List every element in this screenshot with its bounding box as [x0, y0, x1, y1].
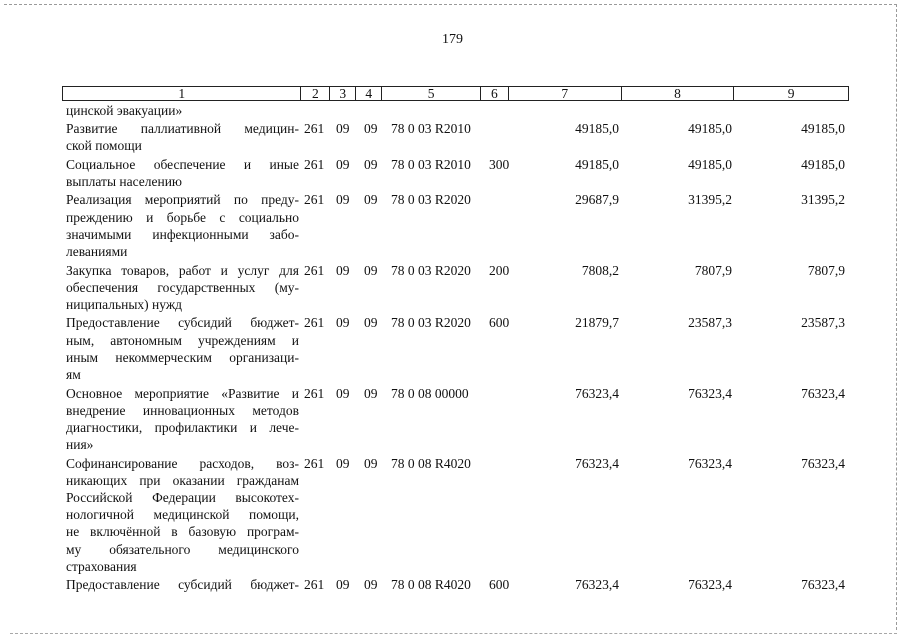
- table-row: [0, 156, 905, 190]
- cell-col-7: 49185,0: [575, 121, 619, 136]
- description-line: Социальное обеспечение и иные: [66, 156, 299, 172]
- description-line: Софинансирование расходов, воз-: [66, 455, 299, 471]
- description-line: не включённой в базовую програм-: [66, 524, 299, 540]
- cell-col-7: 29687,9: [575, 192, 619, 208]
- header-col-5: 5: [382, 87, 481, 100]
- cell-col-2: 261: [304, 262, 325, 278]
- row-description: [66, 262, 299, 314]
- continuation-text: цинской эвакуации»: [66, 103, 183, 118]
- description-line: ния»: [66, 437, 94, 453]
- cell-col-5: 78 0 08 00000: [391, 385, 469, 401]
- description-line: Реализация мероприятий по преду-: [66, 192, 299, 208]
- cell-col-7: 76323,4: [575, 455, 619, 471]
- table-row: [0, 314, 905, 383]
- cell-col-3: 09: [336, 121, 350, 136]
- description-line: ниципальных) нужд: [66, 296, 183, 312]
- description-line: обеспечения государственных (му-: [66, 279, 299, 295]
- cell-col-3: 09: [336, 262, 350, 278]
- cell-col-6: 200: [489, 262, 510, 278]
- cell-col-3: 09: [336, 455, 350, 471]
- cell-col-5: 78 0 03 R2010: [391, 121, 471, 136]
- cell-col-8: 7807,9: [694, 262, 732, 278]
- cell-col-8: 23587,3: [688, 315, 732, 331]
- cell-col-4: 09: [364, 577, 378, 593]
- table-row: [0, 385, 905, 454]
- row-description: [66, 156, 299, 190]
- cell-col-2: 261: [304, 192, 325, 208]
- cell-col-9: 76323,4: [801, 577, 845, 593]
- header-col-1: 1: [63, 87, 301, 100]
- cell-col-3: 09: [336, 577, 350, 593]
- row-description: [66, 314, 299, 383]
- description-line: внедрение инновационных методов: [66, 402, 299, 418]
- cell-col-2: 261: [304, 315, 325, 331]
- cell-col-5: 78 0 03 R2020: [391, 315, 471, 331]
- cell-col-3: 09: [336, 315, 350, 331]
- row-description: [66, 455, 299, 575]
- cell-col-7: 21879,7: [575, 315, 619, 331]
- cell-col-9: 23587,3: [801, 315, 845, 331]
- cell-col-4: 09: [364, 262, 378, 278]
- cell-col-4: 09: [364, 121, 378, 136]
- table-row: [0, 455, 905, 575]
- description-line: выплаты населению: [66, 173, 183, 189]
- cell-col-7: 76323,4: [575, 385, 619, 401]
- description-line: преждению и борьбе с социально: [66, 209, 299, 225]
- table-row: [0, 120, 905, 154]
- cell-col-9: 49185,0: [801, 121, 845, 136]
- description-line: му обязательного медицинского: [66, 541, 299, 557]
- description-line: Предоставление субсидий бюджет-: [66, 577, 299, 593]
- header-col-6: 6: [481, 87, 509, 100]
- description-line: иным некоммерческим организаци-: [66, 349, 299, 365]
- cell-col-2: 261: [304, 455, 325, 471]
- cell-col-3: 09: [336, 156, 350, 172]
- row-description: [66, 576, 299, 593]
- table-row: [0, 191, 905, 260]
- description-line: ской помощи: [66, 138, 142, 154]
- cell-col-8: 31395,2: [688, 192, 732, 208]
- header-col-8: 8: [622, 87, 735, 100]
- cell-col-9: 49185,0: [801, 156, 845, 172]
- cell-col-5: 78 0 08 R4020: [391, 577, 471, 593]
- cell-col-2: 261: [304, 577, 325, 593]
- cell-col-8: 49185,0: [688, 121, 732, 136]
- table-header-row: [62, 86, 849, 101]
- description-line: ным, автономным учреждениям и: [66, 332, 299, 348]
- description-line: леваниями: [66, 244, 128, 259]
- cell-col-5: 78 0 03 R2020: [391, 262, 471, 278]
- cell-col-3: 09: [336, 192, 350, 208]
- description-line: Российской Федерации высокотех-: [66, 490, 299, 505]
- cell-col-8: 76323,4: [688, 577, 732, 593]
- cell-col-4: 09: [364, 455, 378, 471]
- cell-col-4: 09: [364, 315, 378, 331]
- page-number: 179: [442, 32, 463, 47]
- cell-col-7: 76323,4: [575, 577, 619, 593]
- description-line: диагностики, профилактики и лече-: [66, 419, 299, 435]
- description-line: Закупка товаров, работ и услуг для: [66, 262, 299, 278]
- description-line: страхования: [66, 558, 137, 574]
- cell-col-4: 09: [364, 192, 378, 208]
- cell-col-5: 78 0 03 R2020: [391, 192, 471, 208]
- cell-col-2: 261: [304, 121, 325, 136]
- cell-col-5: 78 0 08 R4020: [391, 455, 471, 471]
- table-row: [0, 262, 905, 314]
- cell-col-6: 600: [489, 577, 510, 593]
- header-col-9: 9: [787, 86, 795, 101]
- cell-col-5: 78 0 03 R2010: [391, 156, 471, 172]
- cell-col-3: 09: [336, 385, 350, 401]
- header-col-3: 3: [330, 87, 356, 100]
- description-line: Предоставление субсидий бюджет-: [66, 315, 299, 331]
- page-bottom-edge: [10, 633, 897, 634]
- table-row: [0, 576, 905, 593]
- cell-col-7: 49185,0: [575, 156, 619, 172]
- header-col-2: 2: [301, 87, 330, 100]
- description-line: нологичной медицинской помощи,: [66, 507, 299, 523]
- cell-col-6: 600: [489, 315, 510, 331]
- description-line: Основное мероприятие «Развитие и: [66, 385, 299, 401]
- cell-col-4: 09: [364, 156, 378, 172]
- cell-col-9: 7807,9: [807, 262, 845, 278]
- cell-col-6: 300: [489, 156, 510, 172]
- cell-col-8: 76323,4: [688, 455, 732, 471]
- cell-col-4: 09: [364, 385, 378, 401]
- row-description: [66, 191, 299, 260]
- row-description: [66, 120, 299, 154]
- cell-col-7: 7808,2: [581, 262, 619, 278]
- header-col-7: 7: [509, 87, 622, 100]
- cell-col-8: 49185,0: [688, 156, 732, 172]
- description-line: Развитие паллиативной медицин-: [66, 121, 299, 136]
- cell-col-2: 261: [304, 156, 325, 172]
- cell-col-9: 76323,4: [801, 385, 845, 401]
- row-description: [66, 385, 299, 454]
- cell-col-8: 76323,4: [688, 385, 732, 401]
- cell-col-2: 261: [304, 385, 325, 401]
- header-col-4: 4: [356, 87, 382, 100]
- description-line: значимыми инфекционными забо-: [66, 226, 299, 242]
- description-line: ям: [66, 367, 81, 382]
- description-line: никающих при оказании гражданам: [66, 472, 299, 488]
- cell-col-9: 31395,2: [801, 192, 845, 208]
- cell-col-9: 76323,4: [801, 455, 845, 471]
